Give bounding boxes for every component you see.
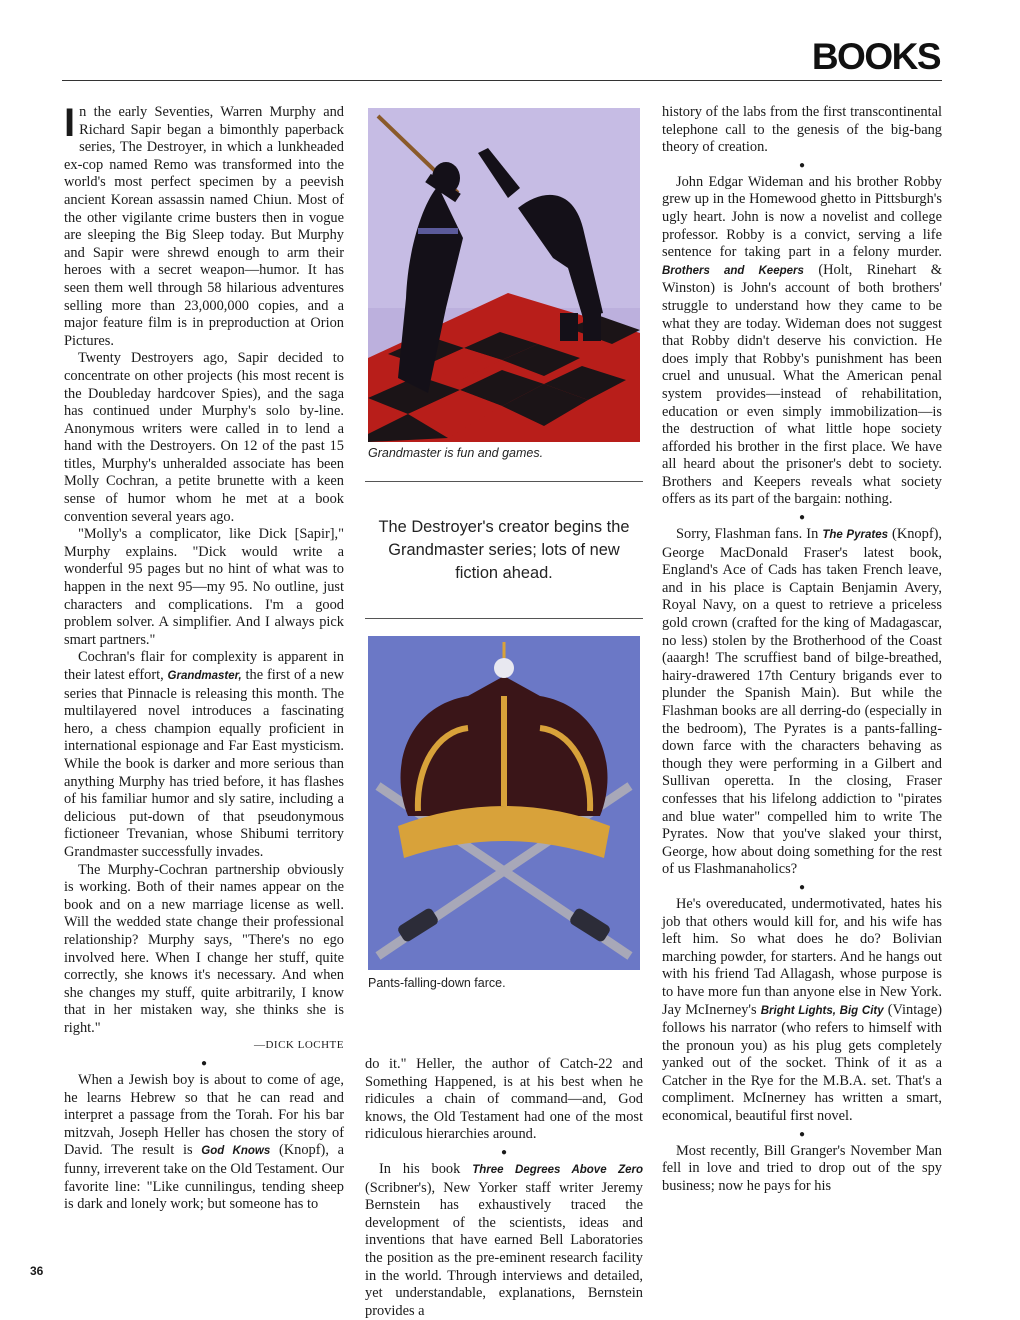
paragraph-text: John Edgar Wideman and his brother Robby grew up in the Homewood ghetto in Pittsburgh's ugly heart. John is now a novelist and college professor. Robby is a convict, serving a life sentence for taking part in a felony murder. xyxy=(662,173,942,261)
paragraph xyxy=(662,174,942,509)
section-title: BOOKS xyxy=(811,36,940,77)
paragraph-text: (Vintage) follows his narrator (who refers to himself with the pronoun you) as his plug gets completely yanked out of the socket. Think of it as a Catcher in the Rye for the M.B.A. set. That's a compliment. McInerney has written a smart, economical, beautiful first novel. xyxy=(662,1001,943,1125)
paragraph-text: the first of a new series that Pinnacle is releasing this month. The multilayered novel introduces a fascinating hero, a chess champion equally proficient in international espionage and Far East mysticism. While the book is darker and more serious than anything Murphy has tried before, it has flashes of his familiar humor and sly satire, including a delicious put-down of that pseudonymous fictioneer Trevanian, whose Shibumi territory Grandmaster successfully invades. xyxy=(64,667,344,860)
ninja-illustration xyxy=(368,108,640,442)
book-title: Three Degrees Above Zero xyxy=(472,1163,643,1176)
paragraph-text: (Knopf), a funny, irreverent take on the Old Testament. Our favorite line: "Like cunnilingus, tending sheep is dark and lonely work; but someone has to xyxy=(64,1142,345,1213)
illustration-caption: Grandmaster is fun and games. xyxy=(368,446,544,460)
book-title: Grandmaster, xyxy=(167,670,242,682)
column-1 xyxy=(64,101,345,1214)
paragraph xyxy=(64,1072,344,1214)
section-bullet: ● xyxy=(798,159,806,171)
paragraph-text: Cochran's flair for complexity is apparent in their latest effort, xyxy=(64,649,344,683)
book-title: Bright Lights, Big City xyxy=(760,1004,884,1017)
paragraph xyxy=(662,526,942,879)
paragraph xyxy=(662,896,942,1126)
paragraph-text: Sorry, Flashman fans. In xyxy=(676,526,823,543)
paragraph-text: n the early Seventies, Warren Murphy and Richard Sapir began a bimonthly paperback series, The Destroyer, in which a lunkheaded ex-cop named Remo was transformed into the world's most perfect specimen by a peevish ancient Korean assassin named Chiun. Most of the other vigilante crime busters then in vogue are sleeping the Big Sleep today. But Murphy and Sapir were shrewd enough to arm their heroes with a secret weapon—humor. It has seen them well through 58 hilarious adventures selling more than 23,000,000 copies, and a major feature film is in preproduction at Orion Pictures. xyxy=(64,104,344,349)
paragraph: The Murphy-Cochran partnership obviously is working. Both of their names appear on the book and on a new marriage license as well. Will the wedded state change their professional relationship? Murphy says, "There's no ego involved here. When I change her stuff, quite correctly, she knows it's necessary. And when she changes my stuff, quite arbitrarily, I know that in her mistaken way, she thinks she is right." xyxy=(64,861,344,1036)
paragraph: "Molly's a complicator, like Dick [Sapir]," Murphy explains. "Dick would write a wonderful 95 pages but no hint of what was to happen in the next 95—my 95. No outline, just characters and complications. I'm a good problem solver. A simplifier. And I always pick smart partners." xyxy=(64,526,344,648)
book-title: The Pyrates xyxy=(822,529,888,542)
page-number: 36 xyxy=(30,1264,44,1278)
byline: —DICK LOCHTE xyxy=(253,1039,344,1052)
paragraph xyxy=(64,101,344,350)
crown-illustration xyxy=(368,636,640,970)
paragraph: Twenty Destroyers ago, Sapir decided to concentrate on other projects (his most recent is the Doubleday hardcover Spies), and the saga has continued under Murphy's solo by-line. Anonymous writers were called in to lend a hand with the Destroyers. On 12 of the past 15 titles, Murphy's unheralded associate has been Molly Cochran, a petite brunette with a keen sense of humor whom he met at a book convention several years ago. xyxy=(64,350,344,525)
paragraph-text: (Holt, Rinehart & Winston) is John's account of both brothers' struggle to understand how they came to be what they are today. Wideman does not suggest that Robby didn't deserve his conviction. He does imply that Robby's punishment has been cruel and unusual. What the American penal system provides—instead of rehabilitation, education or even simply immobilization—is the destruction of what little hope society afforded his brother in the first place. We have all heard about the prisoner's debt to society. Brothers and Keepers reveals what society offers as its part of the bargain: nothing. xyxy=(662,261,943,508)
paragraph-text: (Scribner's), New Yorker staff writer Jeremy Bernstein has exhaustively traced the development of the scientists, ideas and inventions that have earned Bell Laboratories the position as the pre-eminent research facility in the world. Through interviews and detailed, yet understandable, explanations, Bernstein provides a xyxy=(365,1179,643,1319)
book-title: Brothers and Keepers xyxy=(662,264,804,277)
book-title: God Knows xyxy=(201,1145,271,1158)
section-bullet: ● xyxy=(798,512,806,524)
drop-cap: I xyxy=(64,101,76,145)
section-bullet: ● xyxy=(798,1128,806,1140)
section-bullet: ● xyxy=(798,881,806,893)
section-bullet: ● xyxy=(200,1058,208,1070)
illustration-caption: Pants-falling-down farce. xyxy=(368,976,506,990)
paragraph-text: (Knopf), George MacDonald Fraser's latest book, England's Ace of Cads has taken French leave, and in his place is Captain Benjamin Avery, Royal Navy, on a quest to retrieve a priceless gold crown (crafted for the king of Madagascar, no less) stolen by the Brotherhood of the Coast (aaargh! The scruffiest band of bilge-breathed, hairy-drawered 17th Century brigands ever to plunder the Spanish Main). But while the Flashman books are all derring-do (especially in the bedroom), The Pyrates is a pants-falling-down farce with the characters behaving as though they were performing in a Gilbert and Sullivan operetta. In the closing, Fraser confesses that his lifelong addiction to "pirates and blue water" compelled him to write The Pyrates. Now that you've slaked your thirst, George, how about doing something for the rest of us Flashmanaholics? xyxy=(662,526,942,878)
header-rule xyxy=(62,80,942,81)
paragraph: do it." Heller, the author of Catch-22 and Something Happened, is at his best when he ridicules a chain of command—and, God knows, the Old Testament had one of the most ridiculous hierarchies around. xyxy=(365,1056,643,1143)
divider-rule xyxy=(365,481,643,482)
column-3 xyxy=(662,104,942,1195)
paragraph-text: He's overeducated, undermotivated, hates his job that others would kill for, and his wife has left him. So what does he do? Bolivian marching powder, for starters. And he hangs out with his friend Tad Allagash, whose purpose is to have more fun than anyone else in New York. Jay McInerney's xyxy=(662,895,942,1018)
paragraph: Most recently, Bill Granger's November Man fell in love and tried to drop out of the spy business; now he pays for his xyxy=(662,1142,942,1194)
paragraph: history of the labs from the first transcontinental telephone call to the genesis of the big-bang theory of creation. xyxy=(662,104,942,156)
pull-quote: The Destroyer's creator begins the Grandmaster series; lots of new fiction ahead. xyxy=(378,518,630,582)
paragraph-text: When a Jewish boy is about to come of age, he learns Hebrew so that he can read and interpret a passage from the Torah. For his bar mitzvah, Joseph Heller has chosen the story of David. The result is xyxy=(64,1072,344,1159)
section-bullet: ● xyxy=(500,1146,508,1158)
paragraph xyxy=(64,649,344,861)
divider-rule xyxy=(365,618,643,619)
paragraph xyxy=(365,1161,643,1320)
column-2 xyxy=(365,1056,643,1320)
paragraph-text: In his book xyxy=(379,1160,473,1177)
